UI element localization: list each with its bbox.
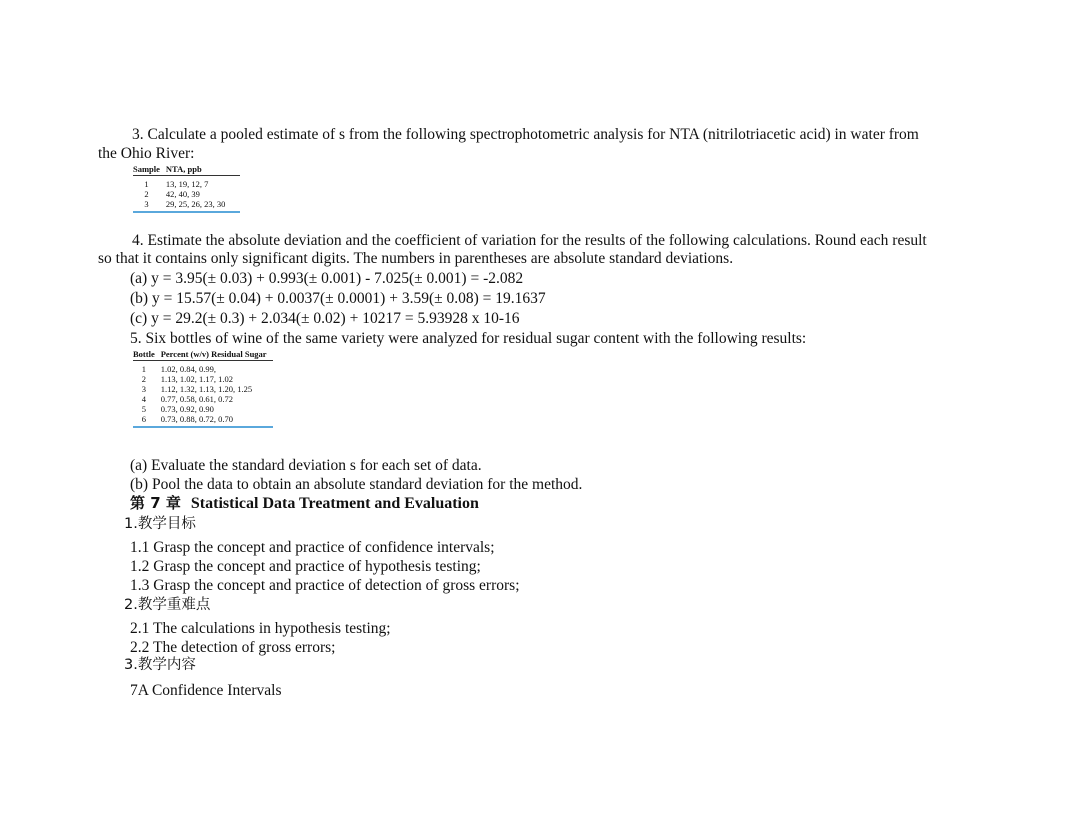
table-row [133, 189, 240, 199]
nta-cell-sample: 1 [144, 179, 149, 189]
wine-cell-values: 1.12, 1.32, 1.13, 1.20, 1.25 [160, 384, 253, 394]
difficulties-heading: 2.教学重难点 [124, 597, 211, 613]
wine-cell-bottle: 4 [141, 394, 146, 404]
section-7a-title: 7A Confidence Intervals [130, 682, 282, 699]
table-row [133, 404, 273, 414]
q4-part-a: (a) y = 3.95(± 0.03) + 0.993(± 0.001) - 7.025(± 0.001) = -2.082 [130, 270, 524, 287]
difficulty-item: 2.2 The detection of gross errors; [130, 639, 336, 656]
table-row [133, 384, 273, 394]
q4-part-b: (b) y = 15.57(± 0.04) + 0.0037(± 0.0001) + 3.59(± 0.08) = 19.1637 [130, 290, 546, 307]
wine-header-bottle: Bottle [133, 349, 161, 361]
table-row [133, 414, 273, 427]
wine-cell-bottle: 3 [141, 384, 146, 394]
goals-heading: 1.教学目标 [124, 516, 196, 532]
table-row [133, 361, 273, 375]
goal-item: 1.1 Grasp the concept and practice of confidence intervals; [130, 539, 495, 556]
wine-cell-values: 1.13, 1.02, 1.17, 1.02 [160, 374, 233, 384]
content-heading: 3.教学内容 [124, 657, 196, 673]
table-row [133, 176, 240, 190]
nta-cell-sample: 2 [144, 189, 149, 199]
q3-line-1: 3. Calculate a pooled estimate of s from the following spectrophotometric analysis for NTA (nitrilotriacetic acid) in water from [132, 126, 919, 143]
q3-line-2: the Ohio River: [98, 145, 195, 162]
table-row [133, 374, 273, 384]
wine-header-value: Percent (w/v) Residual Sugar [161, 349, 273, 361]
q4-line-2: so that it contains only significant digits. The numbers in parentheses are absolute standard deviations. [98, 250, 734, 267]
chapter-number: 第 7 章 [130, 494, 181, 512]
nta-cell-values: 29, 25, 26, 23, 30 [166, 199, 240, 212]
q5-line-1: 5. Six bottles of wine of the same variety were analyzed for residual sugar content with the following results: [130, 330, 807, 347]
wine-cell-bottle: 1 [141, 364, 146, 374]
q5-part-b: (b) Pool the data to obtain an absolute standard deviation for the method. [130, 476, 583, 493]
wine-cell-values: 1.02, 0.84, 0.99, [160, 364, 216, 374]
q5-part-a: (a) Evaluate the standard deviation s for each set of data. [130, 457, 482, 474]
wine-cell-bottle: 6 [133, 414, 161, 427]
wine-cell-values: 0.73, 0.92, 0.90 [160, 404, 214, 414]
wine-cell-bottle: 2 [141, 374, 146, 384]
nta-cell-values: 13, 19, 12, 7 [165, 179, 209, 189]
goal-item: 1.2 Grasp the concept and practice of hypothesis testing; [130, 558, 481, 575]
wine-sugar-table [133, 349, 273, 428]
q4-part-c: (c) y = 29.2(± 0.3) + 2.034(± 0.02) + 10217 = 5.93928 x 10-16 [130, 310, 520, 327]
goal-item: 1.3 Grasp the concept and practice of detection of gross errors; [130, 577, 520, 594]
nta-table [133, 164, 240, 213]
q4-line-1: 4. Estimate the absolute deviation and the coefficient of variation for the results of the following calculations. Round each result [132, 232, 927, 249]
nta-cell-sample: 3 [133, 199, 166, 212]
wine-cell-values: 0.73, 0.88, 0.72, 0.70 [161, 414, 273, 427]
wine-cell-values: 0.77, 0.58, 0.61, 0.72 [160, 394, 233, 404]
nta-header-value: NTA, ppb [166, 164, 240, 176]
difficulty-item: 2.1 The calculations in hypothesis testing; [130, 620, 391, 637]
table-row [133, 199, 240, 212]
nta-header-sample: Sample [133, 164, 166, 176]
nta-cell-values: 42, 40, 39 [165, 189, 200, 199]
chapter-heading [130, 495, 479, 512]
chapter-title: Statistical Data Treatment and Evaluation [190, 495, 479, 512]
wine-cell-bottle: 5 [141, 404, 146, 414]
table-row [133, 394, 273, 404]
